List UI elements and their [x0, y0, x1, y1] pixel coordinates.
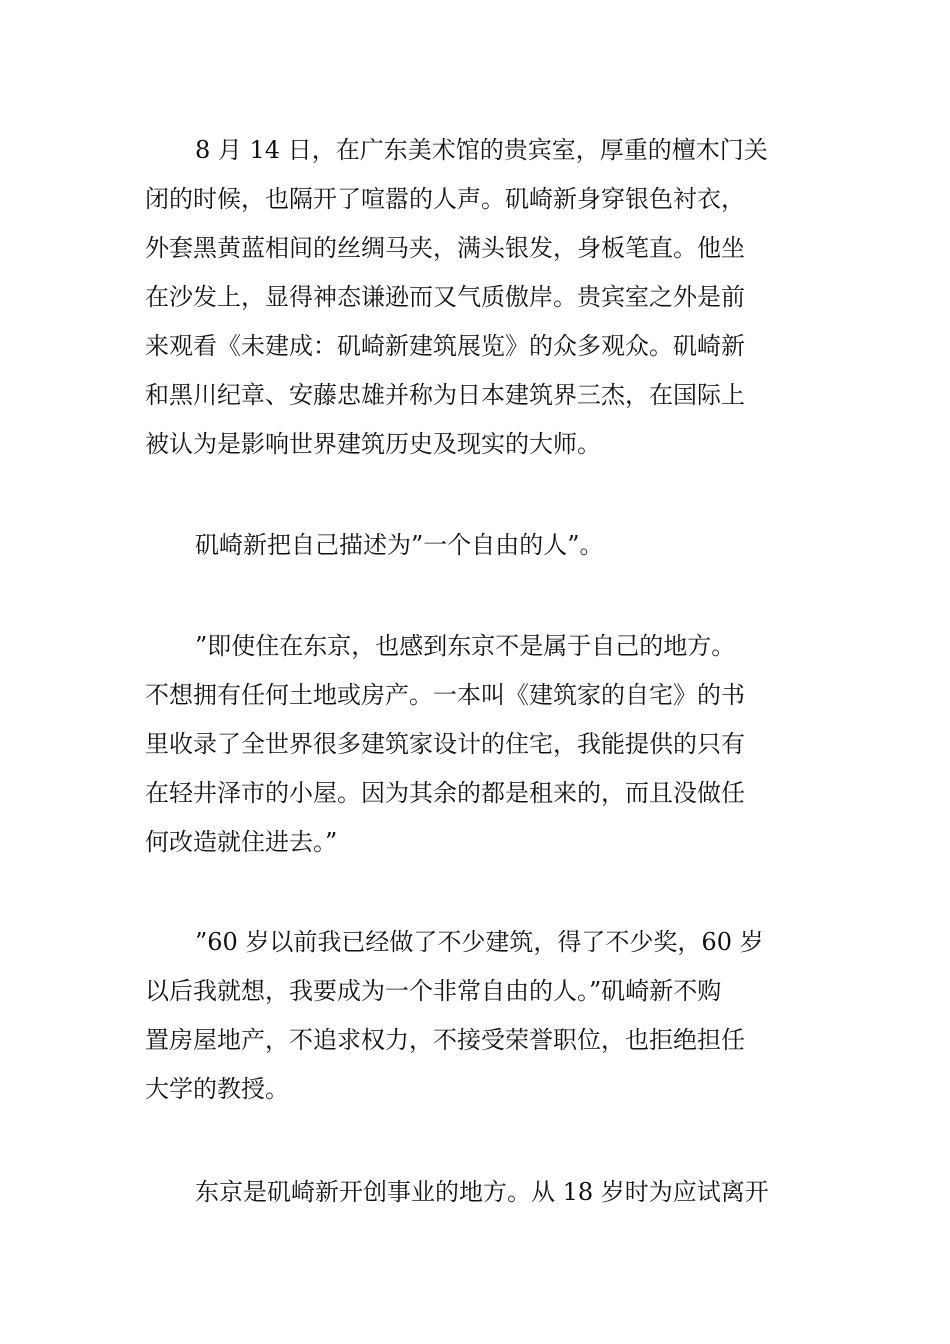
text-line: 大学的教授。	[145, 1075, 289, 1103]
text-line: 何改造就住进去。”	[145, 828, 338, 856]
text-line: ”60 岁以前我已经做了不少建筑，得了不少奖，60 岁	[195, 928, 764, 956]
text-line: 来观看《未建成：矶崎新建筑展览》的众多观众。矶崎新	[145, 332, 745, 360]
paragraph-4	[145, 918, 807, 1114]
text-line: ”即使住在东京，也感到东京不是属于自己的地方。	[195, 632, 736, 660]
text-line: 里收录了全世界很多建筑家设计的住宅，我能提供的只有	[145, 730, 745, 758]
text-line: 和黑川纪章、安藤忠雄并称为日本建筑界三杰，在国际上	[145, 381, 745, 409]
paragraph-2	[145, 521, 807, 570]
text-line: 东京是矶崎新开创事业的地方。从 18 岁时为应试离开	[195, 1178, 769, 1206]
paragraph-1	[145, 126, 807, 469]
text-line: 在沙发上，显得神态谦逊而又气质傲岸。贵宾室之外是前	[145, 283, 745, 311]
text-line: 闭的时候，也隔开了喧嚣的人声。矶崎新身穿银色衬衣，	[145, 185, 745, 213]
text-line: 被认为是影响世界建筑历史及现实的大师。	[145, 430, 601, 458]
text-line: 在轻井泽市的小屋。因为其余的都是租来的，而且没做任	[145, 779, 745, 807]
text-line: 不想拥有任何土地或房产。一本叫《建筑家的自宅》的书	[145, 681, 745, 709]
text-line: 8 月 14 日，在广东美术馆的贵宾室，厚重的檀木门关	[195, 136, 768, 164]
text-line: 以后我就想，我要成为一个非常自由的人。”矶崎新不购	[145, 977, 722, 1005]
text-line: 外套黑黄蓝相间的丝绸马夹，满头银发，身板笔直。他坐	[145, 234, 745, 262]
paragraph-3	[145, 622, 807, 867]
text-line: 矶崎新把自己描述为”一个自由的人”。	[195, 531, 604, 559]
text-line: 置房屋地产，不追求权力，不接受荣誉职位，也拒绝担任	[145, 1026, 745, 1054]
paragraph-5	[145, 1168, 807, 1217]
